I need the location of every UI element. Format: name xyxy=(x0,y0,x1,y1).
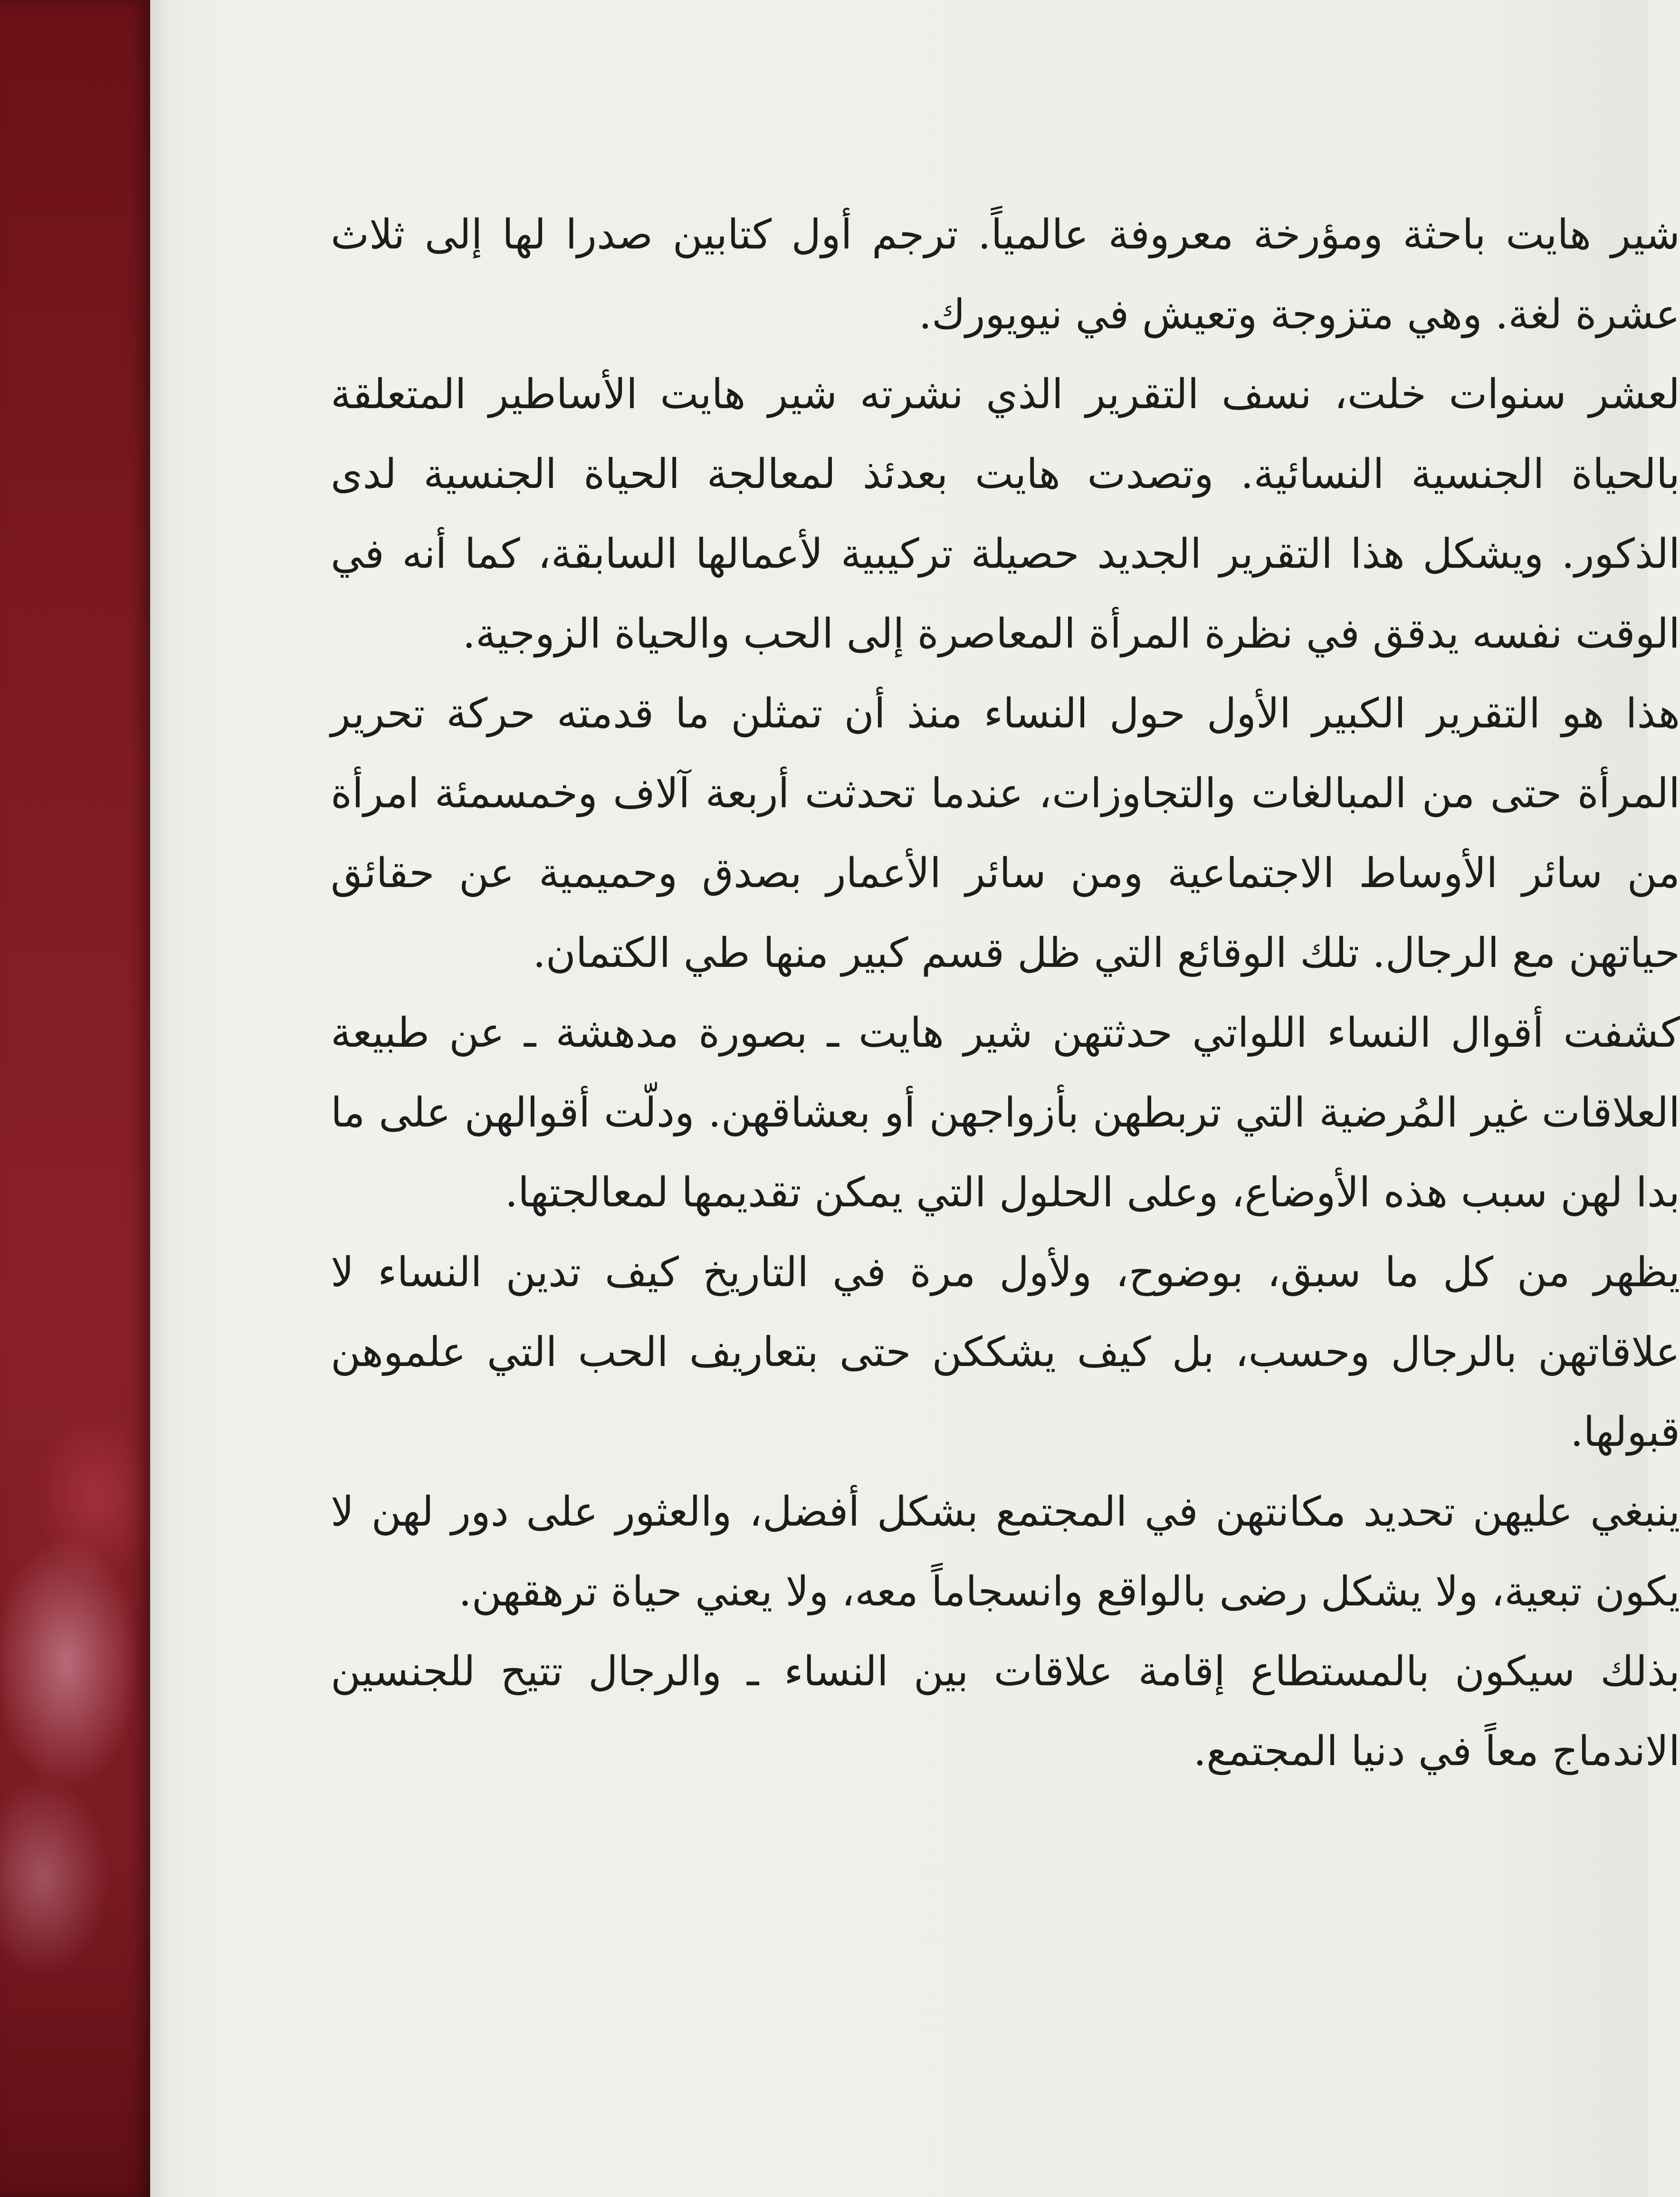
paragraph-6: ينبغي عليهن تحديد مكانتهن في المجتمع بشكل أفضل، والعثور على دور لهن لا يكون تبعية، ولا يشكل رضى بالواقع وانسجاماً معه، ولا يعني حياة ترهقهن. xyxy=(331,1488,1680,1615)
paragraph-5: يظهر من كل ما سبق، بوضوح، ولأول مرة في التاريخ كيف تدين النساء لا علاقاتهن بالرجال وحسب، بل كيف يشككن حتى بتعاريف الحب التي علموهن قبولها. xyxy=(331,1249,1680,1456)
book-page xyxy=(150,0,1680,2197)
paragraph-7: بذلك سيكون بالمستطاع إقامة علاقات بين النساء ـ والرجال تتيح للجنسين الاندماج معاً في دنيا المجتمع. xyxy=(331,1648,1680,1775)
paragraph-1: شير هايت باحثة ومؤرخة معروفة عالمياً. ترجم أول كتابين صدرا لها إلى ثلاث عشرة لغة. وهي متزوجة وتعيش في نيويورك. xyxy=(331,211,1680,338)
book-cover-edge xyxy=(0,0,150,2197)
paragraph-2: لعشر سنوات خلت، نسف التقرير الذي نشرته شير هايت الأساطير المتعلقة بالحياة الجنسية النسائية. وتصدت هايت بعدئذ لمعالجة الحياة الجنسية لدى الذكور. ويشكل هذا التقرير الجديد حصيلة تركيبية لأعمالها السابقة، كما أنه في الوقت نفسه يدقق في نظرة المرأة المعاصرة إلى الحب والحياة الزوجية. xyxy=(331,371,1680,658)
paragraph-3: هذا هو التقرير الكبير الأول حول النساء منذ أن تمثلن ما قدمته حركة تحرير المرأة حتى من المبالغات والتجاوزات، عندما تحدثت أربعة آلاف وخمسمئة امرأة من سائر الأوساط الاجتماعية ومن سائر الأعمار بصدق وحميمية عن حقائق حياتهن مع الرجال. تلك الوقائع التي ظل قسم كبير منها طي الكتمان. xyxy=(331,690,1680,977)
page-text xyxy=(331,195,1680,1791)
paragraph-4: كشفت أقوال النساء اللواتي حدثتهن شير هايت ـ بصورة مدهشة ـ عن طبيعة العلاقات غير المُرضية التي تربطهن بأزواجهن أو بعشاقهن. ودلّت أقوالهن على ما بدا لهن سبب هذه الأوضاع، وعلى الحلول التي يمكن تقديمها لمعالجتها. xyxy=(331,1009,1680,1216)
